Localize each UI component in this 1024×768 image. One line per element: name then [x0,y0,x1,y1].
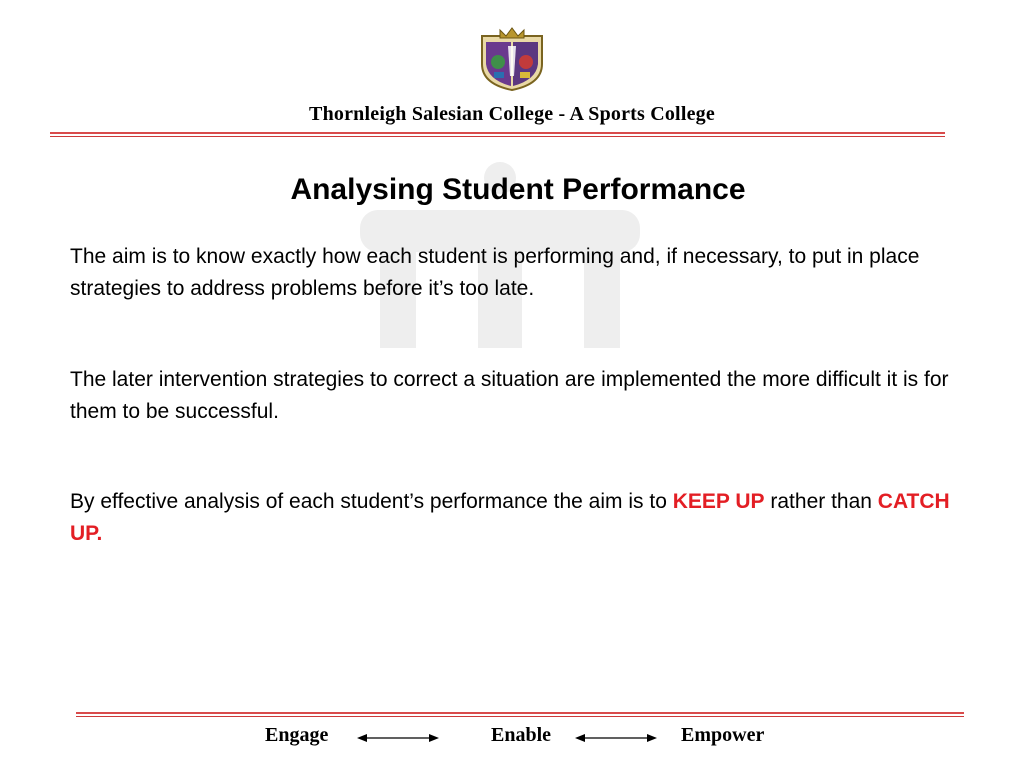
footer-enable: Enable [491,724,552,746]
double-arrow-icon [357,731,439,745]
footer-engage: Engage [265,724,329,746]
paragraph-keep-up-text-2: rather than [764,490,878,513]
paragraph-aim: The aim is to know exactly how each student is performing and, if necessary, to put in place strategies to address problems before it’s too late. [70,245,920,300]
keep-up-highlight: KEEP UP [672,490,765,513]
footer-empower: Empower [681,724,765,746]
catch-up-highlight: CATCH UP. [70,490,950,545]
college-name: Thornleigh Salesian College - A Sports College [309,103,715,125]
header-divider [50,132,945,137]
double-arrow-icon [575,731,657,745]
paragraph-keep-up [70,486,980,550]
paragraph-keep-up-text-1: By effective analysis of each student’s performance the aim is to [70,490,673,513]
college-crest-logo [474,26,550,92]
slide-title: Analysing Student Performance [290,173,746,206]
paragraph-intervention: The later intervention strategies to correct a situation are implemented the more difficult it is for them to be successful. [70,368,949,423]
footer-divider [76,712,964,717]
